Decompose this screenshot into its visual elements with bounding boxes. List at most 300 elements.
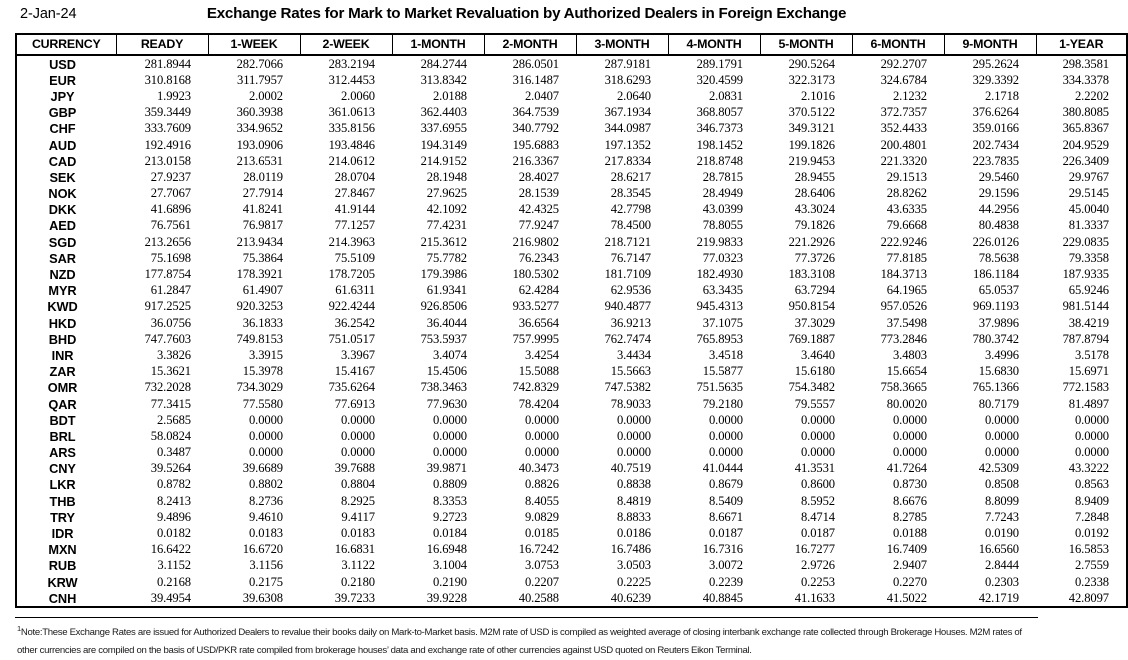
rate-cell: 333.7609 [116, 121, 208, 137]
column-header-3-month[interactable]: 3-MONTH [576, 34, 668, 55]
table-row [16, 234, 1127, 250]
rate-cell: 77.1257 [300, 218, 392, 234]
rate-cell: 79.1826 [760, 218, 852, 234]
rate-cell: 0.3487 [116, 445, 208, 461]
rate-cell: 29.5460 [944, 169, 1036, 185]
report-date: 2-Jan-24 [20, 6, 77, 22]
rate-cell: 42.8097 [1036, 590, 1127, 607]
rate-cell: 41.3531 [760, 461, 852, 477]
rate-cell: 218.7121 [576, 234, 668, 250]
currency-code: INR [16, 347, 116, 363]
rate-cell: 79.6668 [852, 218, 944, 234]
rate-cell: 757.9995 [484, 331, 576, 347]
rate-cell: 318.6293 [576, 72, 668, 88]
rate-cell: 945.4313 [668, 299, 760, 315]
rate-cell: 0.0192 [1036, 525, 1127, 541]
rate-cell: 213.9434 [208, 234, 300, 250]
rate-cell: 38.4219 [1036, 315, 1127, 331]
rate-cell: 0.0000 [392, 412, 484, 428]
rate-cell: 76.2343 [484, 250, 576, 266]
rate-cell: 3.5178 [1036, 347, 1127, 363]
rate-cell: 0.0000 [300, 412, 392, 428]
rate-cell: 3.0072 [668, 558, 760, 574]
currency-code: MYR [16, 283, 116, 299]
currency-code: TRY [16, 509, 116, 525]
rate-cell: 2.1232 [852, 88, 944, 104]
rate-cell: 76.9817 [208, 218, 300, 234]
currency-code: DKK [16, 202, 116, 218]
rate-cell: 780.3742 [944, 331, 1036, 347]
rate-cell: 75.5109 [300, 250, 392, 266]
rate-cell: 0.8804 [300, 477, 392, 493]
rate-cell: 45.0040 [1036, 202, 1127, 218]
rate-cell: 7.7243 [944, 509, 1036, 525]
rate-cell: 182.4930 [668, 266, 760, 282]
rate-cell: 0.0000 [208, 445, 300, 461]
rate-cell: 747.7603 [116, 331, 208, 347]
rate-cell: 36.2542 [300, 315, 392, 331]
rate-cell: 754.3482 [760, 380, 852, 396]
rate-cell: 27.9237 [116, 169, 208, 185]
rate-cell: 15.5088 [484, 364, 576, 380]
rate-cell: 229.0835 [1036, 234, 1127, 250]
rate-cell: 42.7798 [576, 202, 668, 218]
rate-cell: 15.5663 [576, 364, 668, 380]
rate-cell: 344.0987 [576, 121, 668, 137]
rate-cell: 218.8748 [668, 153, 760, 169]
rate-cell: 41.7264 [852, 461, 944, 477]
currency-code: SAR [16, 250, 116, 266]
rate-cell: 340.7792 [484, 121, 576, 137]
table-row [16, 493, 1127, 509]
rate-cell: 0.0000 [576, 412, 668, 428]
rate-cell: 0.0000 [852, 428, 944, 444]
rate-cell: 15.3621 [116, 364, 208, 380]
rate-cell: 39.5264 [116, 461, 208, 477]
currency-code: CAD [16, 153, 116, 169]
rate-cell: 15.6971 [1036, 364, 1127, 380]
table-row [16, 574, 1127, 590]
rate-cell: 732.2028 [116, 380, 208, 396]
column-header-2-week[interactable]: 2-WEEK [300, 34, 392, 55]
rate-cell: 349.3121 [760, 121, 852, 137]
rate-cell: 3.1152 [116, 558, 208, 574]
rate-cell: 0.2225 [576, 574, 668, 590]
rate-cell: 39.9228 [392, 590, 484, 607]
rate-cell: 324.6784 [852, 72, 944, 88]
rate-cell: 63.7294 [760, 283, 852, 299]
table-row [16, 137, 1127, 153]
rate-cell: 202.7434 [944, 137, 1036, 153]
table-row [16, 461, 1127, 477]
rate-cell: 62.4284 [484, 283, 576, 299]
rate-cell: 8.4819 [576, 493, 668, 509]
rate-cell: 3.4074 [392, 347, 484, 363]
rate-cell: 39.7233 [300, 590, 392, 607]
rate-cell: 8.9409 [1036, 493, 1127, 509]
rate-cell: 0.0186 [576, 525, 668, 541]
rate-cell: 39.7688 [300, 461, 392, 477]
rate-cell: 29.9767 [1036, 169, 1127, 185]
table-row [16, 509, 1127, 525]
rate-cell: 950.8154 [760, 299, 852, 315]
table-row [16, 396, 1127, 412]
rate-cell: 27.7067 [116, 186, 208, 202]
currency-code: USD [16, 55, 116, 72]
rate-cell: 28.9455 [760, 169, 852, 185]
rate-cell: 41.0444 [668, 461, 760, 477]
rate-cell: 27.8467 [300, 186, 392, 202]
rate-cell: 187.9335 [1036, 266, 1127, 282]
rate-cell: 0.0183 [208, 525, 300, 541]
rate-cell: 192.4916 [116, 137, 208, 153]
rate-cell: 65.0537 [944, 283, 1036, 299]
rate-cell: 214.0612 [300, 153, 392, 169]
rate-cell: 63.3435 [668, 283, 760, 299]
rate-cell: 16.7409 [852, 542, 944, 558]
rate-cell: 42.5309 [944, 461, 1036, 477]
rate-cell: 36.6564 [484, 315, 576, 331]
rate-cell: 77.3415 [116, 396, 208, 412]
rate-cell: 15.6654 [852, 364, 944, 380]
table-row [16, 445, 1127, 461]
rate-cell: 0.8809 [392, 477, 484, 493]
rate-cell: 0.2270 [852, 574, 944, 590]
rate-cell: 0.2190 [392, 574, 484, 590]
rate-cell: 0.0000 [944, 445, 1036, 461]
rate-cell: 0.2303 [944, 574, 1036, 590]
rate-cell: 37.1075 [668, 315, 760, 331]
rate-cell: 61.6311 [300, 283, 392, 299]
table-header [16, 34, 1127, 55]
table-row [16, 347, 1127, 363]
rate-cell: 361.0613 [300, 105, 392, 121]
column-header-1-month[interactable]: 1-MONTH [392, 34, 484, 55]
currency-code: AUD [16, 137, 116, 153]
rate-cell: 0.8600 [760, 477, 852, 493]
currency-code: ARS [16, 445, 116, 461]
rate-cell: 735.6264 [300, 380, 392, 396]
rate-cell: 334.9652 [208, 121, 300, 137]
rate-cell: 226.3409 [1036, 153, 1127, 169]
rate-cell: 79.3358 [1036, 250, 1127, 266]
rate-cell: 41.6896 [116, 202, 208, 218]
rate-cell: 0.0000 [852, 445, 944, 461]
rate-cell: 1.9923 [116, 88, 208, 104]
rate-cell: 320.4599 [668, 72, 760, 88]
rate-cell: 75.7782 [392, 250, 484, 266]
rate-cell: 15.4506 [392, 364, 484, 380]
table-row [16, 525, 1127, 541]
rate-cell: 28.8262 [852, 186, 944, 202]
rate-cell: 75.3864 [208, 250, 300, 266]
table-row [16, 283, 1127, 299]
rate-cell: 3.1122 [300, 558, 392, 574]
rate-cell: 0.0182 [116, 525, 208, 541]
rate-cell: 61.4907 [208, 283, 300, 299]
rate-cell: 359.3449 [116, 105, 208, 121]
currency-code: NOK [16, 186, 116, 202]
rate-cell: 335.8156 [300, 121, 392, 137]
rate-cell: 213.0158 [116, 153, 208, 169]
table-row [16, 428, 1127, 444]
rate-cell: 0.8730 [852, 477, 944, 493]
rate-cell: 37.5498 [852, 315, 944, 331]
rate-cell: 322.3173 [760, 72, 852, 88]
rate-cell: 15.3978 [208, 364, 300, 380]
rate-cell: 223.7835 [944, 153, 1036, 169]
table-row [16, 299, 1127, 315]
rate-cell: 3.0503 [576, 558, 668, 574]
table-row [16, 477, 1127, 493]
rate-cell: 2.0831 [668, 88, 760, 104]
rate-cell: 0.0000 [576, 445, 668, 461]
rate-cell: 195.6883 [484, 137, 576, 153]
currency-code: MXN [16, 542, 116, 558]
rate-cell: 221.3320 [852, 153, 944, 169]
rate-cell: 62.9536 [576, 283, 668, 299]
rate-cell: 334.3378 [1036, 72, 1127, 88]
rate-cell: 65.9246 [1036, 283, 1127, 299]
rate-cell: 0.0187 [760, 525, 852, 541]
table-row [16, 105, 1127, 121]
rate-cell: 36.0756 [116, 315, 208, 331]
rate-cell: 8.6671 [668, 509, 760, 525]
rate-cell: 41.9144 [300, 202, 392, 218]
rate-cell: 940.4877 [576, 299, 668, 315]
rate-cell: 77.3726 [760, 250, 852, 266]
rate-cell: 359.0166 [944, 121, 1036, 137]
rate-cell: 58.0824 [116, 428, 208, 444]
rate-cell: 29.5145 [1036, 186, 1127, 202]
rate-cell: 753.5937 [392, 331, 484, 347]
rate-cell: 0.8508 [944, 477, 1036, 493]
rate-cell: 3.4434 [576, 347, 668, 363]
rate-cell: 80.7179 [944, 396, 1036, 412]
rate-cell: 765.1366 [944, 380, 1036, 396]
rate-cell: 27.9625 [392, 186, 484, 202]
rate-cell: 0.2168 [116, 574, 208, 590]
rate-cell: 222.9246 [852, 234, 944, 250]
rate-cell: 2.9407 [852, 558, 944, 574]
rate-cell: 178.3921 [208, 266, 300, 282]
rate-cell: 178.7205 [300, 266, 392, 282]
rate-cell: 217.8334 [576, 153, 668, 169]
rate-cell: 281.8944 [116, 55, 208, 72]
rate-cell: 0.0000 [668, 445, 760, 461]
currency-code: BDT [16, 412, 116, 428]
rate-cell: 758.3665 [852, 380, 944, 396]
rate-cell: 36.4044 [392, 315, 484, 331]
currency-code: ZAR [16, 364, 116, 380]
rate-cell: 773.2846 [852, 331, 944, 347]
table-header-row [16, 34, 1127, 55]
rate-cell: 372.7357 [852, 105, 944, 121]
rate-cell: 769.1887 [760, 331, 852, 347]
rate-cell: 16.6422 [116, 542, 208, 558]
rate-cell: 78.8055 [668, 218, 760, 234]
currency-code: SEK [16, 169, 116, 185]
rate-cell: 312.4453 [300, 72, 392, 88]
rate-cell: 0.0000 [484, 428, 576, 444]
rate-cell: 2.8444 [944, 558, 1036, 574]
rate-cell: 40.2588 [484, 590, 576, 607]
rate-cell: 8.8833 [576, 509, 668, 525]
rate-cell: 43.0399 [668, 202, 760, 218]
rate-cell: 0.0187 [668, 525, 760, 541]
rate-cell: 78.4500 [576, 218, 668, 234]
rate-cell: 286.0501 [484, 55, 576, 72]
footnote-text: Note:These Exchange Rates are issued for Authorized Dealers to revalue their books daily on Mark-to-Market basis. M2M rate of USD is compiled as weighted average of closing interbank exchange rate collected through Brokerage Houses. M2M rates of other currencies are compiled on the basis of USD/PKR rate compiled from brokerage houses’ data and exchange rate of other currencies against USD quoted on Reuters Eikon Terminal. [17, 627, 1022, 657]
rate-cell: 43.6335 [852, 202, 944, 218]
rate-cell: 16.7242 [484, 542, 576, 558]
rate-cell: 3.4803 [852, 347, 944, 363]
column-header-1-year[interactable]: 1-YEAR [1036, 34, 1127, 55]
rate-cell: 969.1193 [944, 299, 1036, 315]
currency-code: JPY [16, 88, 116, 104]
currency-code: KWD [16, 299, 116, 315]
rate-cell: 213.6531 [208, 153, 300, 169]
rate-cell: 380.8085 [1036, 105, 1127, 121]
rate-cell: 78.4204 [484, 396, 576, 412]
rate-cell: 0.0000 [392, 428, 484, 444]
rate-cell: 75.1698 [116, 250, 208, 266]
currency-code: CNH [16, 590, 116, 607]
rate-cell: 16.6720 [208, 542, 300, 558]
currency-code: LKR [16, 477, 116, 493]
rate-cell: 0.0000 [852, 412, 944, 428]
rate-cell: 40.3473 [484, 461, 576, 477]
rate-cell: 0.0000 [1036, 412, 1127, 428]
rate-cell: 226.0126 [944, 234, 1036, 250]
rate-cell: 28.4949 [668, 186, 760, 202]
rate-cell: 0.0000 [392, 445, 484, 461]
rate-cell: 219.9453 [760, 153, 852, 169]
column-header-6-month[interactable]: 6-MONTH [852, 34, 944, 55]
rate-cell: 181.7109 [576, 266, 668, 282]
rate-cell: 28.7815 [668, 169, 760, 185]
column-header-4-month[interactable]: 4-MONTH [668, 34, 760, 55]
rate-cell: 183.3108 [760, 266, 852, 282]
rate-cell: 0.0000 [1036, 445, 1127, 461]
rate-cell: 193.4846 [300, 137, 392, 153]
rate-cell: 367.1934 [576, 105, 668, 121]
table-row [16, 590, 1127, 607]
rate-cell: 213.2656 [116, 234, 208, 250]
table-row [16, 88, 1127, 104]
rate-cell: 221.2926 [760, 234, 852, 250]
column-header-currency[interactable]: CURRENCY [16, 34, 116, 55]
currency-code: AED [16, 218, 116, 234]
rate-cell: 8.2925 [300, 493, 392, 509]
rate-cell: 0.8679 [668, 477, 760, 493]
rate-cell: 290.5264 [760, 55, 852, 72]
rate-cell: 0.8826 [484, 477, 576, 493]
rate-cell: 28.0119 [208, 169, 300, 185]
rate-cell: 197.1352 [576, 137, 668, 153]
table-row [16, 153, 1127, 169]
rate-cell: 0.0000 [944, 428, 1036, 444]
rate-cell: 0.0000 [300, 428, 392, 444]
rate-cell: 200.4801 [852, 137, 944, 153]
currency-code: BRL [16, 428, 116, 444]
rate-cell: 0.2175 [208, 574, 300, 590]
column-header-2-month[interactable]: 2-MONTH [484, 34, 576, 55]
rate-cell: 0.8563 [1036, 477, 1127, 493]
rate-cell: 15.4167 [300, 364, 392, 380]
table-row [16, 412, 1127, 428]
rate-cell: 180.5302 [484, 266, 576, 282]
rate-cell: 368.8057 [668, 105, 760, 121]
rate-cell: 0.0000 [760, 428, 852, 444]
rate-cell: 289.1791 [668, 55, 760, 72]
rate-cell: 0.8838 [576, 477, 668, 493]
currency-code: CNY [16, 461, 116, 477]
rate-cell: 0.0185 [484, 525, 576, 541]
rate-cell: 76.7147 [576, 250, 668, 266]
rate-cell: 3.4996 [944, 347, 1036, 363]
table-row [16, 202, 1127, 218]
table-row [16, 55, 1127, 72]
rate-cell: 365.8367 [1036, 121, 1127, 137]
rate-cell: 346.7373 [668, 121, 760, 137]
currency-code: BHD [16, 331, 116, 347]
rate-cell: 787.8794 [1036, 331, 1127, 347]
rate-cell: 40.7519 [576, 461, 668, 477]
rate-cell: 0.0000 [944, 412, 1036, 428]
rate-cell: 28.3545 [576, 186, 668, 202]
rate-cell: 8.8099 [944, 493, 1036, 509]
rate-cell: 362.4403 [392, 105, 484, 121]
rate-cell: 77.5580 [208, 396, 300, 412]
currency-code: QAR [16, 396, 116, 412]
rate-cell: 292.2707 [852, 55, 944, 72]
rate-cell: 81.3337 [1036, 218, 1127, 234]
rate-cell: 8.2785 [852, 509, 944, 525]
column-header-1-week[interactable]: 1-WEEK [208, 34, 300, 55]
table-row [16, 364, 1127, 380]
rate-cell: 734.3029 [208, 380, 300, 396]
column-header-5-month[interactable]: 5-MONTH [760, 34, 852, 55]
table-row [16, 266, 1127, 282]
rate-cell: 198.1452 [668, 137, 760, 153]
rate-cell: 3.4518 [668, 347, 760, 363]
rate-cell: 39.9871 [392, 461, 484, 477]
rate-cell: 28.6217 [576, 169, 668, 185]
rate-cell: 193.0906 [208, 137, 300, 153]
column-header-ready[interactable]: READY [116, 34, 208, 55]
rate-cell: 2.1016 [760, 88, 852, 104]
rate-cell: 0.0184 [392, 525, 484, 541]
rate-cell: 77.4231 [392, 218, 484, 234]
rate-cell: 186.1184 [944, 266, 1036, 282]
column-header-9-month[interactable]: 9-MONTH [944, 34, 1036, 55]
rate-cell: 28.4027 [484, 169, 576, 185]
currency-code: HKD [16, 315, 116, 331]
rate-cell: 2.9726 [760, 558, 852, 574]
rate-cell: 177.8754 [116, 266, 208, 282]
rate-cell: 922.4244 [300, 299, 392, 315]
rate-cell: 287.9181 [576, 55, 668, 72]
rate-cell: 42.4325 [484, 202, 576, 218]
currency-code: NZD [16, 266, 116, 282]
rate-cell: 16.6560 [944, 542, 1036, 558]
rate-cell: 0.0188 [852, 525, 944, 541]
currency-code: EUR [16, 72, 116, 88]
rate-cell: 0.0000 [208, 428, 300, 444]
rate-cell: 36.1833 [208, 315, 300, 331]
rate-cell: 81.4897 [1036, 396, 1127, 412]
